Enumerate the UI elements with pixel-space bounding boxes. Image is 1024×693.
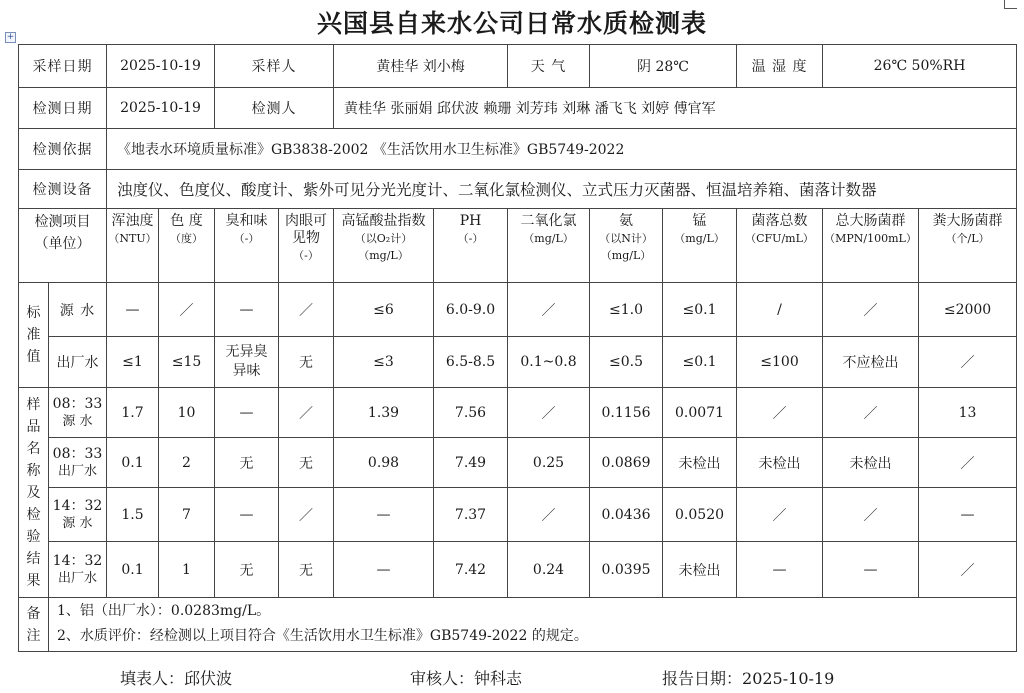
filler-signature: 填表人：邱伏波 [120,669,233,688]
table-cell: ≤0.1 [663,337,737,388]
filler-name: 邱伏波 [184,669,233,688]
sample-row [19,542,1017,598]
basis-row [19,129,1017,170]
col-header-chlorine-dioxide: 二氧化氯 （mg/L） [508,209,590,283]
table-cell: ／ [279,283,334,337]
col-header-color: 色 度 （度） [159,209,215,283]
sampler-value: 黄桂华 刘小梅 [334,45,508,88]
table-cell: ／ [737,488,823,542]
table-cell: 未检出 [823,438,919,488]
table-cell: 1.7 [107,388,159,438]
table-cell: ／ [919,438,1017,488]
table-cell: 7.49 [434,438,508,488]
table-cell: 1.39 [334,388,434,438]
table-cell: ／ [823,488,919,542]
weather-label: 天 气 [508,45,590,88]
table-cell: ≤15 [159,337,215,388]
table-move-handle-icon[interactable]: + [6,32,15,42]
table-cell: 7.37 [434,488,508,542]
table-cell: 无 [215,542,279,598]
samples-label: 样品名称及检验结果 [19,388,49,598]
table-cell: ≤0.1 [663,283,737,337]
standard-treated-label: 出厂水 [49,337,107,388]
table-cell: 未检出 [663,438,737,488]
humidity-value: 26℃ 50%RH [823,45,1017,88]
table-cell: ／ [737,388,823,438]
table-cell: ／ [919,542,1017,598]
table-cell: 10 [159,388,215,438]
col-header-turbidity: 浑浊度 （NTU） [107,209,159,283]
table-cell: — [334,542,434,598]
table-cell: / [737,283,823,337]
equipment-label: 检测设备 [19,170,107,209]
column-header-row [19,209,1017,283]
reviewer-name: 钟科志 [474,669,523,688]
table-cell: 0.1 [107,542,159,598]
sample-time-type: 08：33 源 水 [49,388,107,438]
table-cell: 不应检出 [823,337,919,388]
table-cell: ≤6 [334,283,434,337]
col-header-permanganate: 高锰酸盐指数 （以O₂计） （mg/L） [334,209,434,283]
table-cell: 6.0-9.0 [434,283,508,337]
report-date: 报告日期：2025-10-19 [662,669,835,688]
table-cell: 7.42 [434,542,508,598]
table-cell: 6.5-8.5 [434,337,508,388]
equipment-row [19,170,1017,209]
table-cell: ／ [508,283,590,337]
standard-label: 标准值 [19,283,49,388]
sample-row [19,488,1017,542]
table-cell: 0.0395 [590,542,663,598]
basis-value: 《地表水环境质量标准》GB3838-2002 《生活饮用水卫生标准》GB5749-2022 [107,129,1017,170]
table-cell: ／ [508,488,590,542]
items-header-line2: （单位） [34,236,91,252]
water-quality-table [18,44,1017,652]
notes-content [49,598,1017,652]
table-cell: 7.56 [434,388,508,438]
table-cell: 2 [159,438,215,488]
testers-value: 黄桂华 张丽娟 邱伏波 赖珊 刘芳玮 刘琳 潘飞飞 刘婷 傅官军 [334,88,1017,129]
table-cell: 无 [279,542,334,598]
table-cell: — [334,488,434,542]
col-header-colony: 菌落总数 （CFU/mL） [737,209,823,283]
table-cell: 1 [159,542,215,598]
standard-raw-label: 源 水 [49,283,107,337]
table-cell: ≤100 [737,337,823,388]
table-cell: ≤1.0 [590,283,663,337]
sampling-date-value: 2025-10-19 [107,45,215,88]
sampler-label: 采样人 [215,45,334,88]
table-cell: 0.1156 [590,388,663,438]
table-cell: 无 [279,438,334,488]
col-header-manganese: 锰 （mg/L） [663,209,737,283]
col-header-fecal-coliform: 粪大肠菌群 （个/L） [919,209,1017,283]
table-cell: ／ [279,488,334,542]
table-cell: 0.25 [508,438,590,488]
table-cell: ／ [159,283,215,337]
table-cell: 0.0520 [663,488,737,542]
notes-label: 备注 [19,598,49,652]
table-cell: — [107,283,159,337]
sample-row [19,438,1017,488]
table-cell: — [215,388,279,438]
col-header-visible: 肉眼可见物 （-） [279,209,334,283]
sample-row [19,388,1017,438]
table-cell: — [737,542,823,598]
table-cell: ≤1 [107,337,159,388]
equipment-value: 浊度仪、色度仪、酸度计、紫外可见分光光度计、二氧化氯检测仪、立式压力灭菌器、恒温培养箱、菌落计数器 [107,170,1017,209]
standard-row-treated [19,337,1017,388]
table-cell: 0.0869 [590,438,663,488]
testing-row [19,88,1017,129]
basis-label: 检测依据 [19,129,107,170]
table-cell: 0.0436 [590,488,663,542]
table-cell: — [215,488,279,542]
table-cell: ≤0.5 [590,337,663,388]
table-cell: 1.5 [107,488,159,542]
table-cell: 13 [919,388,1017,438]
table-cell: 无 [215,438,279,488]
testing-date-value: 2025-10-19 [107,88,215,129]
notes-row [19,598,1017,652]
col-header-odor: 臭和味 （-） [215,209,279,283]
col-header-ph: PH （-） [434,209,508,283]
table-cell: 无 [279,337,334,388]
table-cell: 无异臭异味 [215,337,279,388]
table-cell: ／ [823,388,919,438]
items-header [19,209,107,283]
sample-time-type: 14：32 出厂水 [49,542,107,598]
table-cell: 0.1~0.8 [508,337,590,388]
form-title: 兴国县自来水公司日常水质检测表 [316,9,707,38]
table-cell: ／ [508,388,590,438]
table-cell: ≤3 [334,337,434,388]
sample-time-type: 14：32 源 水 [49,488,107,542]
table-cell: 7 [159,488,215,542]
table-cell: 0.98 [334,438,434,488]
humidity-label: 温 湿 度 [737,45,823,88]
table-cell: — [215,283,279,337]
items-header-line1: 检测项目 [34,214,91,230]
testing-date-label: 检测日期 [19,88,107,129]
table-cell: 0.1 [107,438,159,488]
table-cell: ／ [919,337,1017,388]
reviewer-signature: 审核人：钟科志 [410,669,523,688]
standard-row-raw [19,283,1017,337]
table-cell: 0.24 [508,542,590,598]
sampling-row [19,45,1017,88]
table-cell: ／ [279,388,334,438]
report-date-value: 2025-10-19 [742,669,835,688]
table-cell: 未检出 [663,542,737,598]
note-line: 2、水质评价：经检测以上项目符合《生活饮用水卫生标准》GB5749-2022 的规定。 [57,628,588,644]
table-cell: ／ [823,283,919,337]
col-header-coliform: 总大肠菌群 （MPN/100mL） [823,209,919,283]
table-cell: 未检出 [737,438,823,488]
sample-time-type: 08：33 出厂水 [49,438,107,488]
weather-value: 阴 28℃ [590,45,737,88]
note-line: 1、铝（出厂水）：0.0283mg/L。 [57,603,271,619]
tester-label: 检测人 [215,88,334,129]
table-cell: ≤2000 [919,283,1017,337]
table-cell: — [823,542,919,598]
page-corner-mark [1004,0,1017,9]
table-cell: — [919,488,1017,542]
table-cell: 0.0071 [663,388,737,438]
col-header-ammonia: 氨 （以N计） （mg/L） [590,209,663,283]
sampling-date-label: 采样日期 [19,45,107,88]
